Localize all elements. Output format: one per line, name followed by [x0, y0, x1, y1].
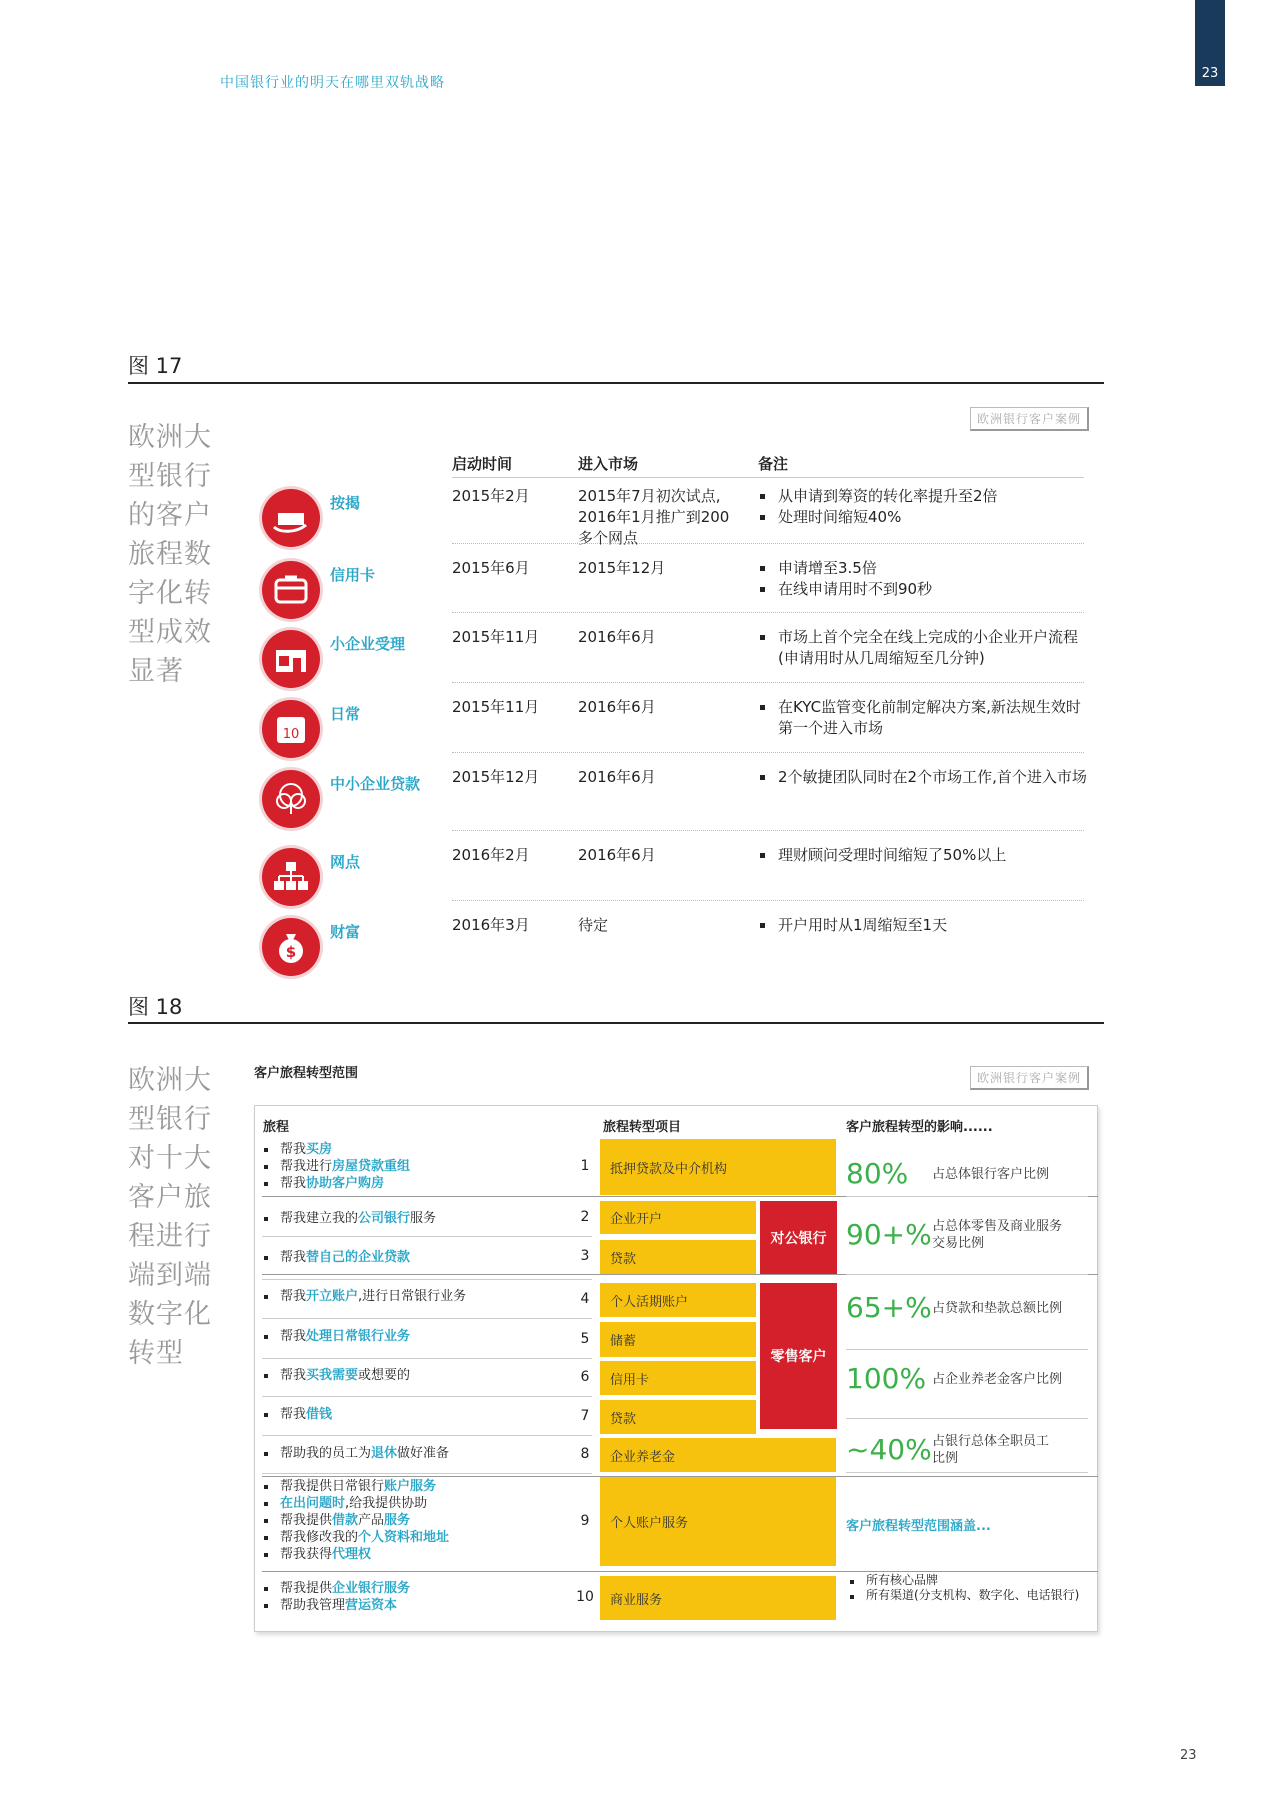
- impact-separator: [846, 1349, 1088, 1350]
- side-title-line: 型银行: [128, 1104, 212, 1135]
- row-start-date: 2015年2月: [452, 487, 530, 505]
- journey-bullet: [262, 1445, 572, 1462]
- journey-separator: [262, 1236, 592, 1237]
- row-market-date: [578, 767, 750, 788]
- row-notes: [758, 697, 1088, 739]
- journey-separator: [262, 1571, 1098, 1572]
- side-title-line: 客户旅: [128, 1182, 212, 1213]
- svg-text:10: 10: [282, 727, 300, 742]
- journey-text: 产品: [358, 1513, 385, 1528]
- side-title-line: 欧洲大: [128, 1065, 212, 1096]
- row-notes: [758, 767, 1088, 788]
- figure-17-rule: [128, 382, 1104, 384]
- journey-bullet: [262, 1495, 572, 1512]
- figure-17-side-title: [128, 418, 223, 691]
- row-name: 按揭: [330, 494, 361, 512]
- journey-highlight: 企业银行服务: [332, 1581, 411, 1596]
- col-header-notes: 备注: [758, 455, 789, 473]
- side-title-line: 对十大: [128, 1143, 212, 1174]
- row-market-date: [578, 697, 750, 718]
- note-bullet: 2个敏捷团队同时在2个市场工作,首个进入市场: [758, 767, 1088, 788]
- figure-18-case-tag: 欧洲银行客户案例: [970, 1066, 1089, 1090]
- store-icon: [262, 630, 320, 688]
- journey-text: 帮助我管理: [280, 1598, 346, 1613]
- journey-separator: [262, 1318, 592, 1319]
- project-number: 5: [580, 1331, 590, 1347]
- journey-highlight: 买房: [306, 1142, 333, 1157]
- market-line: 2015年12月: [578, 559, 666, 577]
- market-line: 待定: [578, 916, 609, 934]
- impact-desc-line: 比例: [932, 1451, 959, 1466]
- row-notes: [758, 486, 1088, 528]
- project-number: 8: [580, 1446, 590, 1462]
- row-start-date: 2015年12月: [452, 768, 540, 786]
- journey-text: 帮助我的员工为: [280, 1446, 372, 1461]
- row-start-date: 2016年3月: [452, 916, 530, 934]
- impact-description: [932, 1371, 1090, 1388]
- row-start-date: 2015年11月: [452, 628, 540, 646]
- journey-highlight: 服务: [384, 1513, 411, 1528]
- row-name: 小企业受理: [330, 635, 406, 653]
- figure-18-side-title: [128, 1061, 223, 1373]
- project-box: 储蓄: [600, 1322, 756, 1357]
- note-bullet: 申请增至3.5倍: [758, 558, 1088, 579]
- row-market-date: [578, 915, 750, 936]
- project-box: 个人账户服务: [600, 1477, 836, 1566]
- journey-text: ,进行日常银行业务: [358, 1289, 467, 1304]
- row-name: 日常: [330, 705, 361, 723]
- project-box: 信用卡: [600, 1361, 756, 1395]
- row-separator: [452, 543, 1084, 544]
- market-line: 2016年6月: [578, 698, 656, 716]
- project-box: 贷款: [600, 1400, 756, 1434]
- row-start-date: 2016年2月: [452, 846, 530, 864]
- journey-bullet: [262, 1175, 572, 1192]
- project-box: 抵押贷款及中介机构: [600, 1139, 836, 1195]
- row-name: 网点: [330, 853, 361, 871]
- journey-highlight: 房屋贷款重组: [332, 1159, 411, 1174]
- journey-text: 帮我: [280, 1289, 307, 1304]
- scope-item: 所有渠道(分支机构、数字化、电话银行): [848, 1588, 1084, 1603]
- figure-18-subtitle: 客户旅程转型范围: [254, 1066, 359, 1081]
- journey-text: 帮我: [280, 1142, 307, 1157]
- row-notes: [758, 915, 1088, 936]
- impact-percentage: 100%: [846, 1362, 927, 1395]
- journey-bullet: [262, 1406, 572, 1423]
- side-title-line: 转型: [128, 1338, 184, 1369]
- side-title-line: 欧洲大: [128, 422, 212, 453]
- journey-bullet: [262, 1546, 572, 1563]
- journey-item: [262, 1210, 572, 1227]
- market-line: 2015年7月初次试点,: [578, 487, 721, 505]
- journey-highlight: 替自己的企业贷款: [306, 1250, 411, 1265]
- running-title: 中国银行业的明天在哪里双轨战略: [220, 75, 445, 91]
- impact-separator: [846, 1274, 1088, 1275]
- market-line: 2016年6月: [578, 768, 656, 786]
- row-market-date: [578, 845, 750, 866]
- project-number: 3: [580, 1248, 590, 1264]
- journey-highlight: 公司银行: [358, 1211, 411, 1226]
- row-separator: [452, 682, 1084, 683]
- impact-separator: [846, 1196, 1088, 1197]
- impact-desc-line: 占银行总体全职员工: [932, 1434, 1050, 1449]
- journey-item: [262, 1478, 572, 1563]
- journey-separator: [262, 1358, 592, 1359]
- col-header-start: 启动时间: [452, 455, 513, 473]
- scope-list: [848, 1573, 1084, 1603]
- journey-bullet: [262, 1367, 572, 1384]
- note-bullet: 在KYC监管变化前制定解决方案,新法规生效时第一个进入市场: [758, 697, 1088, 739]
- journey-separator: [262, 1476, 1098, 1477]
- project-box: 商业服务: [600, 1576, 836, 1620]
- project-number: 2: [580, 1209, 590, 1225]
- project-box: 个人活期账户: [600, 1283, 756, 1317]
- note-bullet: 在线申请用时不到90秒: [758, 579, 1088, 600]
- project-number: 7: [580, 1408, 590, 1424]
- figure-18-rule: [128, 1022, 1104, 1024]
- journey-bullet: [262, 1210, 572, 1227]
- journey-highlight: 在出问题时: [280, 1496, 346, 1511]
- journey-bullet: [262, 1328, 572, 1345]
- money-bag-icon: [262, 918, 320, 976]
- side-title-line: 显著: [128, 656, 184, 687]
- credit-card-icon: [262, 561, 320, 619]
- journey-bullet: [262, 1580, 572, 1597]
- impact-desc-line: 占贷款和垫款总额比例: [932, 1301, 1063, 1316]
- market-line: 2016年1月推广到200: [578, 508, 730, 526]
- journey-highlight: 退休: [371, 1446, 398, 1461]
- row-name: 财富: [330, 923, 361, 941]
- row-notes: [758, 845, 1088, 866]
- side-title-line: 旅程数: [128, 539, 212, 570]
- col-header-market: 进入市场: [578, 455, 639, 473]
- side-title-line: 字化转: [128, 578, 212, 609]
- journey-separator: [262, 1473, 592, 1474]
- header-underline: [452, 477, 1084, 478]
- row-separator: [452, 612, 1084, 613]
- impact-percentage: 90+%: [846, 1218, 932, 1251]
- row-start-date: 2015年11月: [452, 698, 540, 716]
- journey-text: 帮我进行: [280, 1159, 333, 1174]
- journey-bullet: [262, 1512, 572, 1529]
- side-title-line: 型成效: [128, 617, 212, 648]
- side-title-line: 端到端: [128, 1260, 212, 1291]
- journey-item: [262, 1288, 572, 1305]
- journey-highlight: 营运资本: [345, 1598, 398, 1613]
- journey-highlight: 借钱: [306, 1407, 333, 1422]
- journey-text: 服务: [410, 1211, 437, 1226]
- impact-description: [932, 1300, 1090, 1317]
- journey-text: 帮我: [280, 1407, 307, 1422]
- note-bullet: 理财顾问受理时间缩短了50%以上: [758, 845, 1088, 866]
- note-bullet: 开户用时从1周缩短至1天: [758, 915, 1088, 936]
- impact-desc-line: 占总体零售及商业服务: [932, 1219, 1063, 1234]
- journey-bullet: [262, 1249, 572, 1266]
- side-title-line: 程进行: [128, 1221, 212, 1252]
- row-notes: [758, 558, 1088, 600]
- journey-highlight: 协助客户购房: [306, 1176, 385, 1191]
- journey-highlight: 开立账户: [306, 1289, 359, 1304]
- corner-page-number: 23: [1201, 66, 1219, 81]
- journey-highlight: 借款: [332, 1513, 359, 1528]
- journey-bullet: [262, 1478, 572, 1495]
- col-header-journey: 旅程: [263, 1120, 290, 1135]
- impact-separator: [846, 1472, 1088, 1473]
- project-box: 贷款: [600, 1240, 756, 1274]
- impact-percentage: 80%: [846, 1157, 909, 1190]
- figure-18-label: 图 18: [128, 995, 183, 1019]
- journey-bullet: [262, 1597, 572, 1614]
- journey-item: [262, 1580, 572, 1614]
- project-number: 6: [580, 1369, 590, 1385]
- row-separator: [452, 900, 1084, 901]
- impact-description: [932, 1433, 1090, 1467]
- row-market-date: [578, 558, 750, 579]
- mortgage-icon: [262, 489, 320, 547]
- journey-bullet: [262, 1529, 572, 1546]
- col-header-project: 旅程转型项目: [603, 1120, 682, 1135]
- journey-text: 帮我提供: [280, 1513, 333, 1528]
- tree-icon: [262, 770, 320, 828]
- journey-bullet: [262, 1158, 572, 1175]
- journey-text: 帮我提供日常银行: [280, 1479, 385, 1494]
- journey-text: 或想要的: [358, 1368, 411, 1383]
- market-line: 2016年6月: [578, 846, 656, 864]
- impact-description: [932, 1218, 1090, 1252]
- impact-separator: [846, 1418, 1088, 1419]
- impact-desc-line: 占总体银行客户比例: [932, 1167, 1050, 1182]
- scope-item: 所有核心品牌: [848, 1573, 1084, 1588]
- journey-text: 帮我: [280, 1176, 307, 1191]
- journey-bullet: [262, 1141, 572, 1158]
- segment-retail: 零售客户: [760, 1283, 837, 1429]
- journey-text: 帮我修改我的: [280, 1530, 359, 1545]
- side-title-line: 的客户: [128, 500, 212, 531]
- journey-separator: [262, 1396, 592, 1397]
- side-title-line: 型银行: [128, 461, 212, 492]
- journey-text: 做好准备: [397, 1446, 450, 1461]
- segment-corporate: 对公银行: [760, 1201, 837, 1274]
- page-number: 23: [1180, 1748, 1197, 1763]
- journey-item: [262, 1445, 572, 1462]
- project-number: 10: [576, 1589, 594, 1605]
- note-bullet: 处理时间缩短40%: [758, 507, 1088, 528]
- row-name: 中小企业贷款: [330, 775, 421, 793]
- journey-item: [262, 1249, 572, 1266]
- col-header-impact: 客户旅程转型的影响......: [846, 1120, 993, 1135]
- journey-text: 帮我建立我的: [280, 1211, 359, 1226]
- journey-text: 帮我: [280, 1329, 307, 1344]
- journey-text: ,给我提供协助: [345, 1496, 428, 1511]
- journey-highlight: 处理日常银行业务: [306, 1329, 411, 1344]
- note-bullet: 从申请到筹资的转化率提升至2倍: [758, 486, 1088, 507]
- impact-percentage: 65+%: [846, 1291, 932, 1324]
- svg-text:$: $: [285, 943, 297, 961]
- note-bullet: 市场上首个完全在线上完成的小企业开户流程(申请用时从几周缩短至几分钟): [758, 627, 1088, 669]
- journey-highlight: 账户服务: [384, 1479, 437, 1494]
- impact-description: [932, 1166, 1090, 1183]
- project-number: 4: [580, 1291, 590, 1307]
- journey-text: 帮我获得: [280, 1547, 333, 1562]
- journey-item: [262, 1328, 572, 1345]
- journey-item: [262, 1367, 572, 1384]
- calendar-icon: [262, 700, 320, 758]
- journey-text: 帮我: [280, 1368, 307, 1383]
- journey-highlight: 个人资料和地址: [358, 1530, 450, 1545]
- project-number: 9: [580, 1513, 590, 1529]
- row-market-date: [578, 486, 750, 549]
- row-start-date: 2015年6月: [452, 559, 530, 577]
- journey-text: 帮我: [280, 1250, 307, 1265]
- journey-text: 帮我提供: [280, 1581, 333, 1596]
- row-separator: [452, 830, 1084, 831]
- side-title-line: 数字化: [128, 1299, 212, 1330]
- row-market-date: [578, 627, 750, 648]
- figure-17-case-tag: 欧洲银行客户案例: [970, 407, 1089, 431]
- row-name: 信用卡: [330, 566, 376, 584]
- journey-bullet: [262, 1288, 572, 1305]
- impact-desc-line: 占企业养老金客户比例: [932, 1372, 1063, 1387]
- journey-item: [262, 1141, 572, 1192]
- market-line: 多个网点: [578, 529, 639, 547]
- figure-17-label: 图 17: [128, 354, 183, 378]
- impact-percentage: ~40%: [846, 1433, 932, 1466]
- journey-separator: [262, 1279, 592, 1280]
- project-box: 企业开户: [600, 1201, 756, 1234]
- scope-title: 客户旅程转型范围涵盖...: [846, 1519, 991, 1534]
- journey-item: [262, 1406, 572, 1423]
- impact-desc-line: 交易比例: [932, 1236, 985, 1251]
- market-line: 2016年6月: [578, 628, 656, 646]
- row-separator: [452, 752, 1084, 753]
- project-number: 1: [580, 1158, 590, 1174]
- journey-highlight: 买我需要: [306, 1368, 359, 1383]
- branch-network-icon: [262, 848, 320, 906]
- journey-highlight: 代理权: [332, 1547, 372, 1562]
- journey-separator: [262, 1435, 592, 1436]
- row-notes: [758, 627, 1088, 669]
- project-box: 企业养老金: [600, 1438, 836, 1472]
